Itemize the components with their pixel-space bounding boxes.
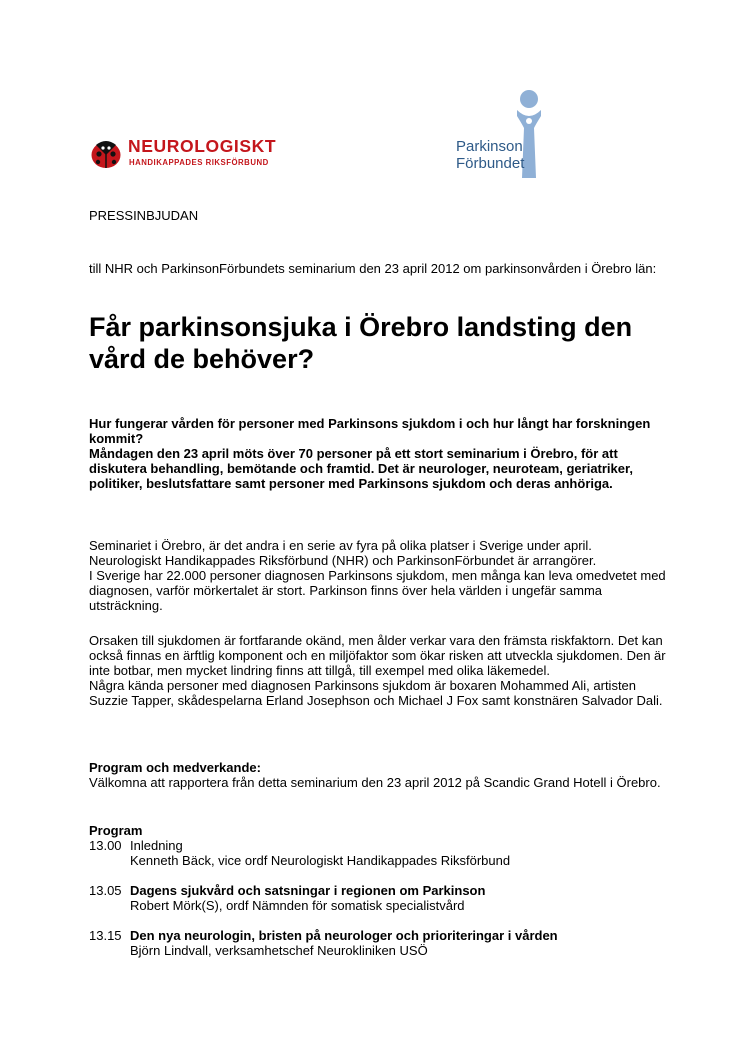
program-intro-heading: Program och medverkande:	[89, 760, 261, 775]
program-item-title: Inledning	[130, 838, 183, 853]
program-item	[89, 928, 689, 958]
program-item-speaker: Robert Mörk(S), ordf Nämnden för somatisk specialistvård	[130, 898, 465, 913]
body-p1-line3: I Sverige har 22.000 personer diagnosen Parkinsons sjukdom, men många kan leva omedvetet med diagnosen, varför mörkertalet är stort. Parkinson finns över hela världen i ungefär samma utsträckning.	[89, 568, 666, 613]
program-item	[89, 883, 689, 913]
parkinson-logo-line2: Förbundet	[456, 155, 525, 172]
program-item	[89, 838, 689, 868]
program-title: Program	[89, 823, 143, 838]
body-p1-line2: Neurologiskt Handikappades Riksförbund (NHR) och ParkinsonFörbundet är arrangörer.	[89, 553, 597, 568]
program-item-time: 13.05	[89, 883, 122, 898]
program-item-title: Dagens sjukvård och satsningar i regionen om Parkinson	[130, 883, 486, 898]
body-p2-line1: Orsaken till sjukdomen är fortfarande okänd, men ålder verkar vara den främsta riskfaktorn. Det kan också finnas en ärftlig komponent och en miljöfaktor som ökar risken att utveckla sjukdomen. Den är inte botbar, men mycket lindring finns att tillgå, till exempel med olika läkemedel.	[89, 633, 666, 678]
body-p2-line2: Några kända personer med diagnosen Parkinsons sjukdom är boxaren Mohammed Ali, artisten Suzzie Tapper, skådespelarna Erland Josephson och Michael J Fox samt konstnären Salvador Dali.	[89, 678, 663, 708]
parkinson-forbundet-logo	[456, 88, 586, 178]
ladybug-icon	[88, 134, 124, 170]
lead-text: Måndagen den 23 april möts över 70 personer på ett stort seminarium i Örebro, för att diskutera behandling, bemötande och framtid. Det är neurologer, neuroteam, geriatriker, politiker, beslutsfattare samt personer med Parkinsons sjukdom och deras anhöriga.	[89, 446, 633, 491]
nhr-logo-name: NEUROLOGISKT	[128, 136, 277, 156]
lead-question: Hur fungerar vården för personer med Parkinsons sjukdom i och hur långt har forskningen kommit?	[89, 416, 651, 446]
program-item-time: 13.15	[89, 928, 122, 943]
program-item-speaker: Kenneth Bäck, vice ordf Neurologiskt Handikappades Riksförbund	[130, 853, 511, 868]
program-intro-text: Välkomna att rapportera från detta seminarium den 23 april 2012 på Scandic Grand Hotell i Örebro.	[89, 775, 661, 790]
body-paragraph-2	[89, 633, 669, 708]
document-kicker: PRESSINBJUDAN	[89, 208, 199, 223]
nhr-logo	[88, 134, 318, 172]
program-item-title: Den nya neurologin, bristen på neurologer och prioriteringar i vården	[130, 928, 558, 943]
program-item-time: 13.00	[89, 838, 122, 853]
body-p1-line1: Seminariet i Örebro, är det andra i en serie av fyra på olika platser i Sverige under april.	[89, 538, 592, 553]
program-intro	[89, 760, 669, 790]
body-paragraph-1	[89, 538, 669, 613]
program-item-speaker: Björn Lindvall, verksamhetschef Neurokliniken USÖ	[130, 943, 428, 958]
intro-text: till NHR och ParkinsonFörbundets seminarium den 23 april 2012 om parkinsonvården i Örebro län:	[89, 261, 657, 276]
program-list	[89, 823, 689, 958]
lead-paragraph	[89, 416, 669, 491]
nhr-logo-subtitle: HANDIKAPPADES RIKSFÖRBUND	[129, 158, 269, 167]
headline: Får parkinsonsjuka i Örebro landsting den vård de behöver?	[89, 312, 633, 374]
parkinson-logo-line1: Parkinson	[456, 138, 523, 155]
